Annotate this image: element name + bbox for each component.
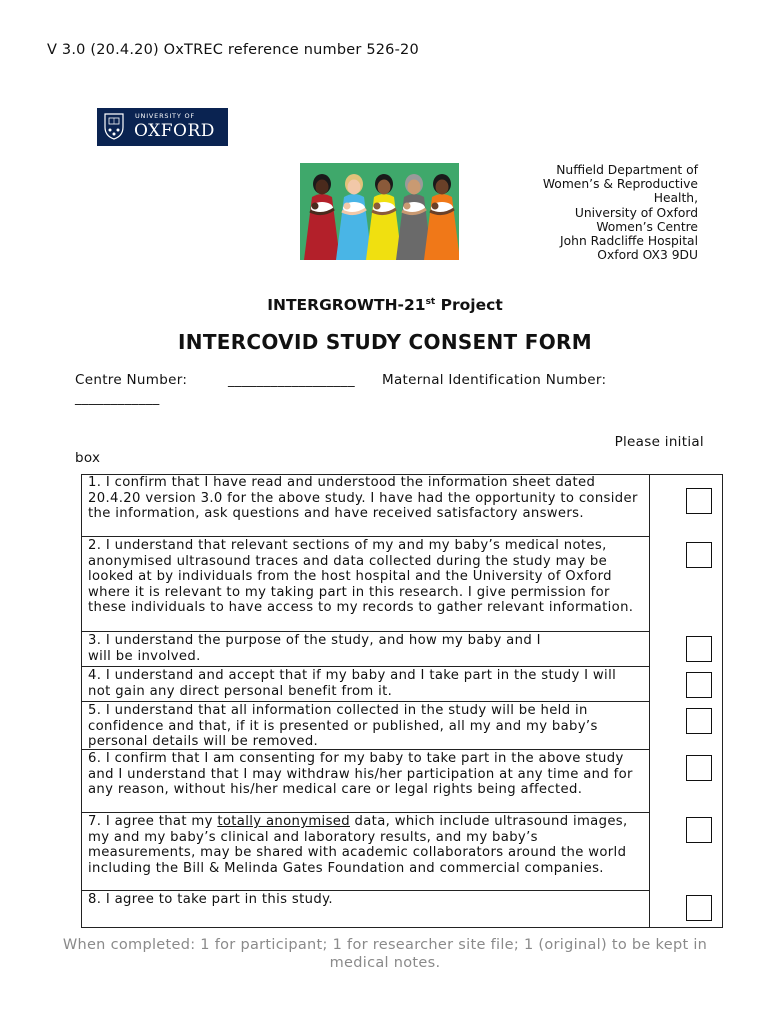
statement-7-before: 7. I agree that my (88, 814, 218, 829)
address-line: Nuffield Department of (556, 163, 698, 177)
oxford-logo (97, 108, 228, 146)
statement-row-5 (81, 702, 650, 750)
oxford-crest-icon (103, 112, 125, 140)
department-address (543, 163, 698, 262)
address-line: John Radcliffe Hospital (560, 234, 698, 249)
statement-row-1 (81, 474, 650, 537)
centre-number-label: Centre Number: (75, 372, 188, 388)
project-heading (0, 296, 770, 314)
statement-row-6 (81, 750, 650, 813)
logo-line1: UNIVERSITY OF (135, 112, 195, 120)
statement-text: 4. I understand and accept that if my baby and I take part in the study I will not gain any direct personal benefit from it. (88, 668, 617, 699)
statement-text: 3. I understand the purpose of the study, and how my baby and I will be involved. (88, 633, 541, 664)
footer-note: When completed: 1 for participant; 1 for researcher site file; 1 (original) to be kept in medical notes. (62, 937, 708, 971)
statement-row-8 (81, 891, 650, 927)
statement-text: 8. I agree to take part in this study. (88, 892, 333, 907)
centre-number-field[interactable]: __________________ (228, 372, 355, 388)
mothers-with-babies-illustration (300, 163, 459, 260)
address-line: Health, (653, 191, 698, 206)
address-line: Women’s & Reproductive (542, 177, 698, 192)
project-name: INTERGROWTH-21 (267, 296, 426, 314)
statement-row-7 (81, 813, 650, 891)
statement-7-underlined: totally anonymised (217, 814, 350, 829)
address-line: Oxford OX3 9DU (597, 248, 698, 263)
statement-row-4 (81, 667, 650, 702)
maternal-id-label: Maternal Identification Number: (382, 372, 607, 388)
statement-row-3 (81, 632, 650, 667)
initial-checkbox-2[interactable] (686, 542, 712, 568)
address-line: Women’s Centre (596, 219, 698, 234)
form-title: INTERCOVID STUDY CONSENT FORM (178, 330, 592, 354)
version-line: V 3.0 (20.4.20) OxTREC reference number 526-20 (47, 42, 419, 58)
initial-checkbox-1[interactable] (686, 488, 712, 514)
address-line: University of Oxford (574, 205, 698, 220)
statement-row-2 (81, 537, 650, 632)
initial-checkbox-4[interactable] (686, 672, 712, 698)
initial-checkbox-5[interactable] (686, 708, 712, 734)
initial-note-continued: box (75, 450, 101, 466)
statement-text: 2. I understand that relevant sections of my and my baby’s medical notes, anonymised ultrasound traces and data collected during the study may be looked at by individuals from the host hospital and the University of Oxford where it is relevant to my taking part in this research. I give permission for these individuals to have access to my records to gather relevant information. (88, 538, 634, 616)
project-suffix: Project (435, 296, 503, 314)
maternal-id-field[interactable]: ____________ (75, 390, 160, 406)
statement-text: 6. I confirm that I am consenting for my baby to take part in the above study and I understand that I may withdraw his/her participation at any time and for any reason, without his/her medical care or legal rights being affected. (88, 751, 633, 798)
initial-checkbox-6[interactable] (686, 755, 712, 781)
statement-7-after: data, which include ultrasound images, my and my baby’s clinical and laboratory results, and my baby’s measurements, may be shared with academic collaborators around the world including the Bill & Melinda Gates Foundation and commercial companies. (88, 814, 628, 876)
initial-checkbox-8[interactable] (686, 895, 712, 921)
initial-checkbox-7[interactable] (686, 817, 712, 843)
initial-checkbox-3[interactable] (686, 636, 712, 662)
project-sup: st (425, 296, 436, 307)
statement-text (88, 814, 643, 876)
statement-text: 1. I confirm that I have read and understood the information sheet dated 20.4.20 version 3.0 for the above study. I have had the opportunity to consider the information, ask questions and have received satisfactory answers. (88, 475, 638, 522)
logo-line2: OXFORD (134, 121, 215, 141)
statement-text: 5. I understand that all information collected in the study will be held in confidence and that, if it is presented or published, all my and my baby’s personal details will be removed. (88, 703, 598, 750)
initial-note: Please initial (614, 434, 704, 450)
